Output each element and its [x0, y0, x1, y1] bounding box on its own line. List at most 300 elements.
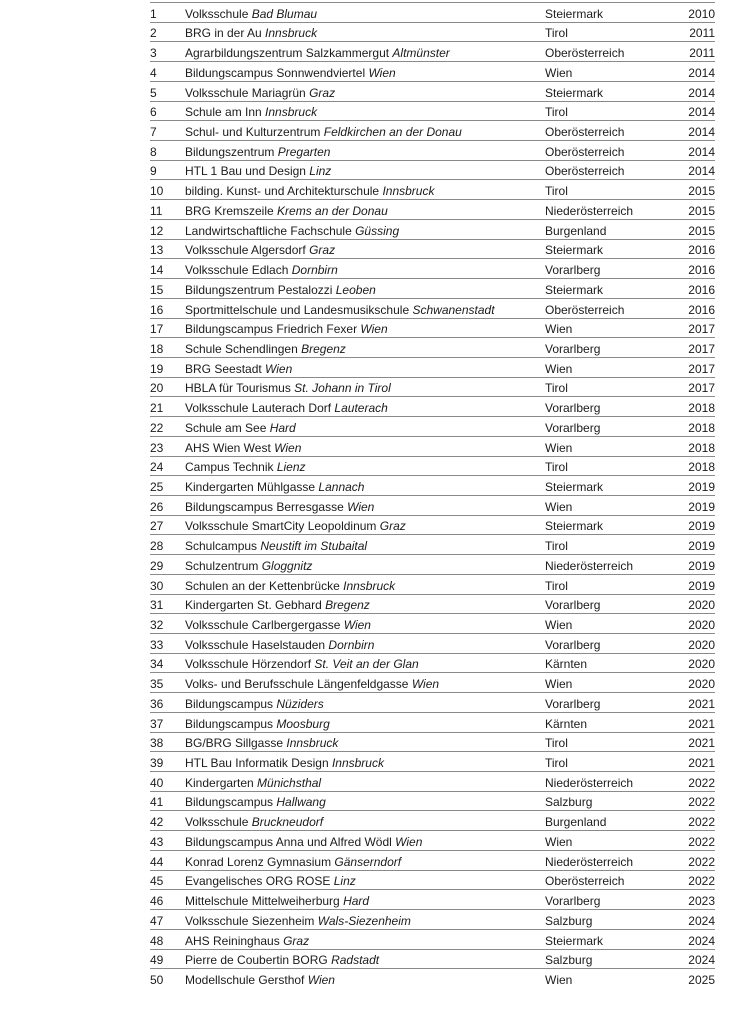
table-row [150, 653, 715, 673]
school-place: Dornbirn [328, 638, 375, 652]
school-place: Lienz [276, 461, 306, 475]
school-name-text: Agrarbildungszentrum Salzkammergut [185, 47, 393, 61]
school-name-text: Kindergarten St. Gebhard [185, 599, 326, 613]
row-number: 1 [150, 6, 157, 21]
table-row [150, 101, 715, 121]
school-name [185, 836, 545, 849]
row-number: 48 [150, 933, 164, 948]
school-place: Innsbruck [265, 106, 318, 120]
year: 2022 [688, 834, 715, 849]
school-place: Krems an der Donau [277, 204, 388, 218]
row-number: 22 [150, 420, 164, 435]
school-name [185, 442, 545, 455]
school-name [185, 67, 545, 80]
school-name [185, 87, 545, 100]
table-row [150, 416, 715, 436]
table-row [150, 2, 715, 22]
table-row [150, 594, 715, 614]
table-row [150, 613, 715, 633]
school-name [185, 422, 545, 435]
row-number: 6 [150, 105, 157, 120]
region: Salzburg [545, 953, 593, 968]
table-row [150, 298, 715, 318]
table-row [150, 22, 715, 42]
region: Tirol [545, 578, 568, 593]
row-number: 5 [150, 85, 157, 100]
school-name-text: Bildungscampus [185, 697, 277, 711]
school-place: Graz [379, 520, 406, 534]
school-name [185, 304, 545, 317]
year: 2011 [689, 26, 715, 41]
table-row [150, 633, 715, 653]
region: Oberösterreich [545, 164, 625, 179]
school-place: Graz [309, 86, 336, 100]
table-row [150, 791, 715, 811]
school-name [185, 185, 545, 198]
school-name-text: Volksschule Haselstauden [185, 638, 329, 652]
region: Wien [545, 440, 573, 455]
year: 2014 [688, 144, 715, 159]
table-row [150, 870, 715, 890]
row-number: 25 [150, 479, 164, 494]
region: Steiermark [545, 243, 604, 258]
school-name [185, 895, 545, 908]
row-number: 44 [150, 854, 164, 869]
table-row [150, 771, 715, 791]
school-place: Wien [368, 66, 396, 80]
table-row [150, 41, 715, 61]
school-name-text: BRG Seestadt [185, 362, 266, 376]
school-name [185, 757, 545, 770]
year: 2015 [688, 223, 715, 238]
region: Vorarlberg [545, 263, 601, 278]
school-place: Wien [360, 323, 388, 337]
row-number: 11 [150, 203, 163, 218]
region: Niederösterreich [545, 203, 634, 218]
year: 2020 [688, 657, 715, 672]
school-place: Pregarten [277, 145, 331, 159]
region: Oberösterreich [545, 46, 625, 61]
region: Steiermark [545, 933, 604, 948]
region: Wien [545, 65, 573, 80]
school-place: St. Veit an der Glan [314, 658, 419, 672]
table-row [150, 949, 715, 969]
school-name-text: Schule Schendlingen [185, 342, 302, 356]
school-place: Wien [343, 619, 371, 632]
year: 2014 [688, 125, 715, 140]
school-name [185, 777, 545, 790]
school-name-text: Bildungscampus Sonnwendviertel [185, 66, 369, 80]
row-number: 42 [150, 815, 164, 830]
school-name-text: Schulen an der Kettenbrücke [185, 579, 344, 593]
school-name [185, 402, 545, 415]
table-row [150, 534, 715, 554]
school-name [185, 935, 545, 948]
region: Tirol [545, 184, 568, 199]
school-place: Innsbruck [265, 27, 318, 41]
school-name-text: Schul- und Kulturzentrum [185, 126, 324, 140]
school-name [185, 580, 545, 593]
table-row [150, 830, 715, 850]
row-number: 2 [150, 26, 157, 41]
school-name-text: Pierre de Coubertin BORG [185, 954, 332, 968]
region: Vorarlberg [545, 420, 601, 435]
school-place: Gänserndorf [334, 855, 402, 869]
school-place: Wien [411, 678, 440, 692]
year: 2017 [688, 322, 715, 337]
row-number: 21 [150, 401, 164, 416]
table-row [150, 436, 715, 456]
year: 2024 [688, 953, 715, 968]
region: Tirol [545, 460, 568, 475]
table-row [150, 357, 715, 377]
year: 2014 [688, 85, 715, 100]
row-number: 27 [150, 519, 164, 534]
year: 2019 [688, 479, 715, 494]
school-place: Bad Blumau [251, 7, 318, 21]
school-name [185, 264, 545, 277]
row-number: 9 [150, 164, 157, 179]
school-place: Wien [347, 500, 375, 514]
row-number: 40 [150, 775, 164, 790]
row-number: 50 [150, 972, 164, 987]
school-place: Gloggnitz [261, 559, 313, 573]
row-number: 15 [150, 282, 164, 297]
table-row [150, 672, 715, 692]
school-name-text: HTL Bau Informatik Design [185, 757, 332, 771]
year: 2019 [688, 519, 715, 534]
row-number: 32 [150, 618, 164, 632]
region: Kärnten [545, 657, 588, 672]
school-name [185, 461, 545, 474]
row-number: 46 [150, 894, 164, 909]
school-name [185, 560, 545, 573]
table-row [150, 909, 715, 929]
row-number: 31 [150, 598, 164, 613]
row-number: 33 [150, 637, 164, 652]
school-place: Innsbruck [382, 185, 435, 199]
table-row [150, 929, 715, 949]
school-name-text: Kindergarten Mühlgasse [185, 480, 319, 494]
region: Tirol [545, 26, 568, 41]
region: Vorarlberg [545, 598, 601, 613]
school-place: Radstadt [331, 954, 380, 968]
table-row [150, 495, 715, 515]
region: Oberösterreich [545, 125, 625, 140]
school-name-text: Volksschule [185, 816, 252, 830]
year: 2022 [688, 815, 715, 830]
school-place: Wien [307, 973, 335, 987]
table-row [150, 140, 715, 160]
school-place: Linz [309, 165, 332, 179]
region: Tirol [545, 381, 568, 396]
year: 2011 [689, 46, 715, 61]
year: 2020 [688, 598, 715, 613]
year: 2020 [688, 637, 715, 652]
year: 2016 [688, 243, 715, 258]
row-number: 30 [150, 578, 164, 593]
school-place: Münichsthal [257, 776, 322, 790]
school-name [185, 639, 545, 652]
year: 2016 [688, 302, 715, 317]
row-number: 26 [150, 499, 164, 514]
table-row [150, 475, 715, 495]
school-name-text: Schulcampus [185, 540, 261, 554]
school-name [185, 225, 545, 238]
table-row [150, 515, 715, 535]
school-name [185, 718, 545, 731]
school-name-text: Schule am Inn [185, 106, 266, 120]
year: 2018 [688, 420, 715, 435]
school-name-text: Bildungscampus Berresgasse [185, 500, 348, 514]
row-number: 35 [150, 677, 164, 692]
year: 2020 [688, 618, 715, 632]
table-row [150, 574, 715, 594]
region: Wien [545, 499, 573, 514]
year: 2014 [688, 105, 715, 120]
school-place: Wals-Siezenheim [317, 914, 411, 928]
school-name [185, 146, 545, 159]
region: Burgenland [545, 815, 607, 830]
table-row [150, 318, 715, 338]
row-number: 3 [150, 46, 157, 61]
school-name [185, 481, 545, 494]
region: Steiermark [545, 6, 604, 21]
school-name-text: Volksschule Siezenheim [185, 914, 318, 928]
school-name-text: BG/BRG Sillgasse [185, 737, 287, 751]
school-name-text: Volks- und Berufsschule Längenfeldgasse [185, 678, 412, 692]
school-name [185, 205, 545, 218]
school-name [185, 284, 545, 297]
school-name-text: Schule am See [185, 421, 270, 435]
year: 2022 [688, 854, 715, 869]
school-name-text: Landwirtschaftliche Fachschule [185, 224, 356, 238]
row-number: 14 [150, 263, 164, 278]
school-name-text: Kindergarten [185, 776, 258, 790]
school-place: Wien [274, 441, 302, 455]
school-name-text: Modellschule Gersthof [185, 973, 308, 987]
table-row [150, 396, 715, 416]
region: Tirol [545, 736, 568, 751]
row-number: 38 [150, 736, 164, 751]
school-name [185, 106, 545, 119]
school-name-text: HTL 1 Bau und Design [185, 165, 310, 179]
school-name-text: Volksschule Lauterach Dorf [185, 402, 335, 416]
region: Tirol [545, 105, 568, 120]
table-row [150, 456, 715, 476]
school-name-text: Volksschule Mariagrün [185, 86, 310, 100]
school-name-text: Konrad Lorenz Gymnasium [185, 855, 335, 869]
region: Kärnten [545, 716, 588, 731]
region: Tirol [545, 756, 568, 771]
table-row [150, 968, 715, 988]
school-name-text: Volksschule SmartCity Leopoldinum [185, 520, 380, 534]
row-number: 13 [150, 243, 164, 258]
school-name [185, 363, 545, 376]
row-number: 8 [150, 144, 157, 159]
school-name [185, 698, 545, 711]
year: 2016 [688, 282, 715, 297]
region: Steiermark [545, 282, 604, 297]
school-name-text: Bildungscampus Friedrich Fexer [185, 323, 361, 337]
school-place: Güssing [355, 224, 400, 238]
school-place: Altmünster [392, 47, 450, 61]
region: Niederösterreich [545, 854, 634, 869]
school-name [185, 520, 545, 533]
year: 2010 [688, 6, 715, 21]
school-place: Innsbruck [331, 757, 384, 771]
region: Niederösterreich [545, 775, 634, 790]
school-table [150, 2, 715, 988]
year: 2021 [688, 696, 715, 711]
school-name [185, 856, 545, 869]
row-number: 36 [150, 696, 164, 711]
row-number: 39 [150, 756, 164, 771]
region: Vorarlberg [545, 401, 601, 416]
region: Tirol [545, 539, 568, 554]
year: 2022 [688, 874, 715, 889]
year: 2020 [688, 677, 715, 692]
year: 2018 [688, 401, 715, 416]
school-place: Lannach [318, 480, 365, 494]
year: 2019 [688, 578, 715, 593]
school-name-text: Campus Technik [185, 461, 277, 475]
school-name [185, 737, 545, 750]
school-name [185, 974, 545, 987]
school-place: Bregenz [301, 342, 346, 356]
school-place: Moosburg [276, 717, 330, 731]
row-number: 10 [150, 184, 164, 199]
row-number: 12 [150, 223, 164, 238]
table-row [150, 889, 715, 909]
school-place: Innsbruck [343, 579, 396, 593]
school-name [185, 8, 545, 21]
row-number: 37 [150, 716, 164, 731]
table-row [150, 692, 715, 712]
year: 2017 [688, 341, 715, 356]
school-name-text: BRG in der Au [185, 27, 266, 41]
school-place: Leoben [335, 283, 376, 297]
row-number: 41 [150, 795, 164, 810]
school-name-text: Volksschule Hörzendorf [185, 658, 315, 672]
year: 2021 [688, 736, 715, 751]
table-row [150, 61, 715, 81]
year: 2014 [688, 65, 715, 80]
region: Wien [545, 322, 573, 337]
school-name [185, 875, 545, 888]
row-number: 16 [150, 302, 164, 317]
table-row [150, 120, 715, 140]
school-name-text: Volksschule Algersdorf [185, 244, 310, 258]
year: 2022 [688, 795, 715, 810]
year: 2021 [688, 756, 715, 771]
region: Oberösterreich [545, 874, 625, 889]
region: Wien [545, 972, 573, 987]
year: 2015 [688, 184, 715, 199]
school-name-text: bilding. Kunst- und Architekturschule [185, 185, 383, 199]
school-place: Nüziders [276, 697, 324, 711]
school-place: Graz [283, 934, 310, 948]
region: Niederösterreich [545, 558, 634, 573]
school-place: Bruckneudorf [251, 816, 324, 830]
region: Burgenland [545, 223, 607, 238]
school-name [185, 599, 545, 612]
year: 2015 [688, 203, 715, 218]
row-number: 28 [150, 539, 164, 554]
school-name [185, 165, 545, 178]
school-place: Lauterach [334, 402, 388, 416]
school-place: Wien [395, 835, 423, 849]
year: 2024 [688, 933, 715, 948]
school-name-text: Bildungscampus [185, 796, 277, 810]
year: 2019 [688, 499, 715, 514]
year: 2025 [688, 972, 715, 987]
region: Vorarlberg [545, 894, 601, 909]
year: 2017 [688, 381, 715, 396]
school-name [185, 540, 545, 553]
school-name-text: AHS Wien West [185, 441, 275, 455]
school-place: Schwanenstadt [412, 303, 495, 317]
school-place: Neustift im Stubaital [260, 540, 368, 554]
school-name [185, 323, 545, 336]
school-name [185, 796, 545, 809]
school-name [185, 244, 545, 257]
school-place: St. Johann in Tirol [294, 382, 391, 396]
school-name [185, 954, 545, 967]
school-name [185, 658, 545, 671]
school-name [185, 501, 545, 514]
table-row [150, 712, 715, 732]
school-name-text: Bildungscampus Anna und Alfred Wödl [185, 835, 396, 849]
table-row [150, 751, 715, 771]
region: Salzburg [545, 795, 593, 810]
school-name-text: HBLA für Tourismus [185, 382, 295, 396]
table-row [150, 278, 715, 298]
school-name [185, 915, 545, 928]
table-row [150, 160, 715, 180]
year: 2021 [688, 716, 715, 731]
year: 2016 [688, 263, 715, 278]
school-place: Linz [333, 875, 356, 889]
row-number: 7 [150, 125, 157, 140]
region: Oberösterreich [545, 144, 625, 159]
table-row [150, 219, 715, 239]
school-name-text: Volksschule Edlach [185, 264, 292, 278]
school-place: Hard [269, 421, 296, 435]
table-row [150, 179, 715, 199]
row-number: 34 [150, 657, 164, 672]
year: 2019 [688, 539, 715, 554]
table-row [150, 199, 715, 219]
school-name [185, 47, 545, 60]
school-name [185, 126, 545, 139]
region: Salzburg [545, 913, 593, 928]
year: 2017 [688, 361, 715, 376]
row-number: 24 [150, 460, 164, 475]
school-name [185, 816, 545, 829]
row-number: 43 [150, 834, 164, 849]
row-number: 19 [150, 361, 164, 376]
school-name-text: Mittelschule Mittelweiherburg [185, 895, 344, 909]
school-name-text: AHS Reininghaus [185, 934, 284, 948]
year: 2022 [688, 775, 715, 790]
school-name-text: Bildungszentrum [185, 145, 278, 159]
row-number: 20 [150, 381, 164, 396]
year: 2019 [688, 558, 715, 573]
row-number: 29 [150, 558, 164, 573]
year: 2024 [688, 913, 715, 928]
row-number: 23 [150, 440, 164, 455]
